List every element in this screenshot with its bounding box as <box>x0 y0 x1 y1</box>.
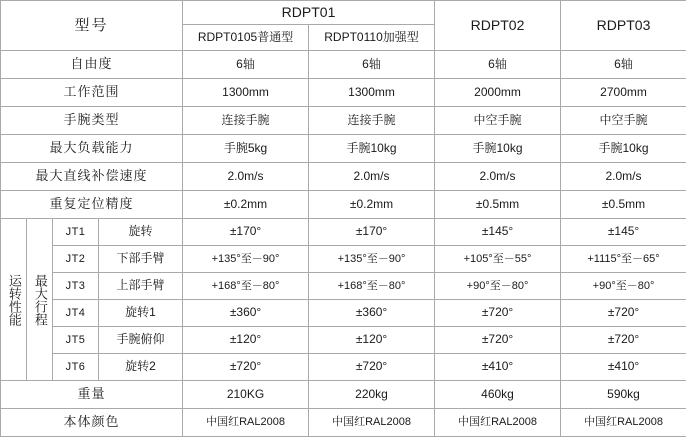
cell-value: 中空手腕 <box>561 107 686 135</box>
cell-value: 6轴 <box>435 51 561 79</box>
table-row <box>1 246 686 273</box>
cell-value: 1300mm <box>183 79 309 107</box>
cell-value: ±0.5mm <box>435 191 561 219</box>
joint-part-name: 上部手臂 <box>99 273 183 300</box>
cell-value: 210KG <box>183 381 309 409</box>
cell-value: ±410° <box>435 354 561 381</box>
cell-value: ±720° <box>561 327 686 354</box>
row-label-body-color: 本体颜色 <box>1 409 183 437</box>
row-label-working-range: 工作范围 <box>1 79 183 107</box>
cell-value: 2.0m/s <box>561 163 686 191</box>
table-row <box>1 409 686 437</box>
cell-value: ±120° <box>183 327 309 354</box>
cell-value: +1115°至－65° <box>561 246 686 273</box>
table-header-row-1 <box>1 1 686 25</box>
cell-value: 460kg <box>435 381 561 409</box>
header-model-label: 型号 <box>1 1 183 51</box>
joint-code: JT6 <box>53 354 99 381</box>
joint-code: JT4 <box>53 300 99 327</box>
cell-value: 6轴 <box>309 51 435 79</box>
cell-value: 2.0m/s <box>183 163 309 191</box>
cell-value: ±410° <box>561 354 686 381</box>
cell-value: 中国红RAL2008 <box>309 409 435 437</box>
row-label-max-linear-speed: 最大直线补偿速度 <box>1 163 183 191</box>
cell-value: ±170° <box>309 219 435 246</box>
header-column-rdpt03: RDPT03 <box>561 1 686 51</box>
cell-value: 中空手腕 <box>435 107 561 135</box>
joint-code: JT2 <box>53 246 99 273</box>
table-row <box>1 191 686 219</box>
cell-value: ±0.2mm <box>309 191 435 219</box>
cell-value: 手腕10kg <box>435 135 561 163</box>
joint-part-name: 旋转 <box>99 219 183 246</box>
cell-value: 2.0m/s <box>435 163 561 191</box>
table-row <box>1 107 686 135</box>
cell-value: ±360° <box>183 300 309 327</box>
cell-value: 6轴 <box>561 51 686 79</box>
cell-value: 590kg <box>561 381 686 409</box>
header-subcolumn-rdpt0110: RDPT0110加强型 <box>309 25 435 51</box>
table-row <box>1 219 686 246</box>
cell-value: ±720° <box>561 300 686 327</box>
table-row <box>1 354 686 381</box>
header-subcolumn-rdpt0105: RDPT0105普通型 <box>183 25 309 51</box>
joint-part-name: 旋转2 <box>99 354 183 381</box>
cell-value: +135°至－90° <box>183 246 309 273</box>
cell-value: +135°至－90° <box>309 246 435 273</box>
joint-part-name: 旋转1 <box>99 300 183 327</box>
cell-value: 6轴 <box>183 51 309 79</box>
cell-value: ±145° <box>435 219 561 246</box>
cell-value: +90°至－80° <box>435 273 561 300</box>
row-label-wrist-type: 手腕类型 <box>1 107 183 135</box>
row-label-weight: 重量 <box>1 381 183 409</box>
joint-code: JT5 <box>53 327 99 354</box>
cell-value: ±145° <box>561 219 686 246</box>
group-label-max-stroke <box>27 219 53 381</box>
cell-value: +168°至－80° <box>309 273 435 300</box>
cell-value: ±720° <box>309 354 435 381</box>
cell-value: 1300mm <box>309 79 435 107</box>
header-column-rdpt02: RDPT02 <box>435 1 561 51</box>
table-row <box>1 327 686 354</box>
table-row <box>1 300 686 327</box>
cell-value: 手腕10kg <box>309 135 435 163</box>
table-row <box>1 163 686 191</box>
joint-code: JT1 <box>53 219 99 246</box>
table-row <box>1 381 686 409</box>
joint-part-name: 下部手臂 <box>99 246 183 273</box>
row-label-repeatability: 重复定位精度 <box>1 191 183 219</box>
cell-value: 连接手腕 <box>183 107 309 135</box>
table-row <box>1 273 686 300</box>
cell-value: +168°至－80° <box>183 273 309 300</box>
cell-value: 连接手腕 <box>309 107 435 135</box>
cell-value: 220kg <box>309 381 435 409</box>
group-label-max-stroke-text: 最大行程 <box>32 273 48 326</box>
cell-value: ±720° <box>435 327 561 354</box>
cell-value: 中国红RAL2008 <box>561 409 686 437</box>
cell-value: ±170° <box>183 219 309 246</box>
row-label-max-payload: 最大负载能力 <box>1 135 183 163</box>
joint-part-name: 手腕俯仰 <box>99 327 183 354</box>
cell-value: 2.0m/s <box>309 163 435 191</box>
table-row <box>1 79 686 107</box>
cell-value: ±0.5mm <box>561 191 686 219</box>
cell-value: 中国红RAL2008 <box>183 409 309 437</box>
cell-value: ±0.2mm <box>183 191 309 219</box>
group-label-motion-performance-text: 运转性能 <box>6 273 22 326</box>
cell-value: 手腕5kg <box>183 135 309 163</box>
cell-value: ±360° <box>309 300 435 327</box>
cell-value: +90°至－80° <box>561 273 686 300</box>
cell-value: ±120° <box>309 327 435 354</box>
cell-value: 2000mm <box>435 79 561 107</box>
cell-value: ±720° <box>183 354 309 381</box>
cell-value: +105°至－55° <box>435 246 561 273</box>
table-row <box>1 135 686 163</box>
group-label-motion-performance <box>1 219 27 381</box>
header-group-rdpt01: RDPT01 <box>183 1 435 25</box>
row-label-degrees-of-freedom: 自由度 <box>1 51 183 79</box>
table-row <box>1 51 686 79</box>
cell-value: 2700mm <box>561 79 686 107</box>
cell-value: ±720° <box>435 300 561 327</box>
cell-value: 手腕10kg <box>561 135 686 163</box>
joint-code: JT3 <box>53 273 99 300</box>
cell-value: 中国红RAL2008 <box>435 409 561 437</box>
